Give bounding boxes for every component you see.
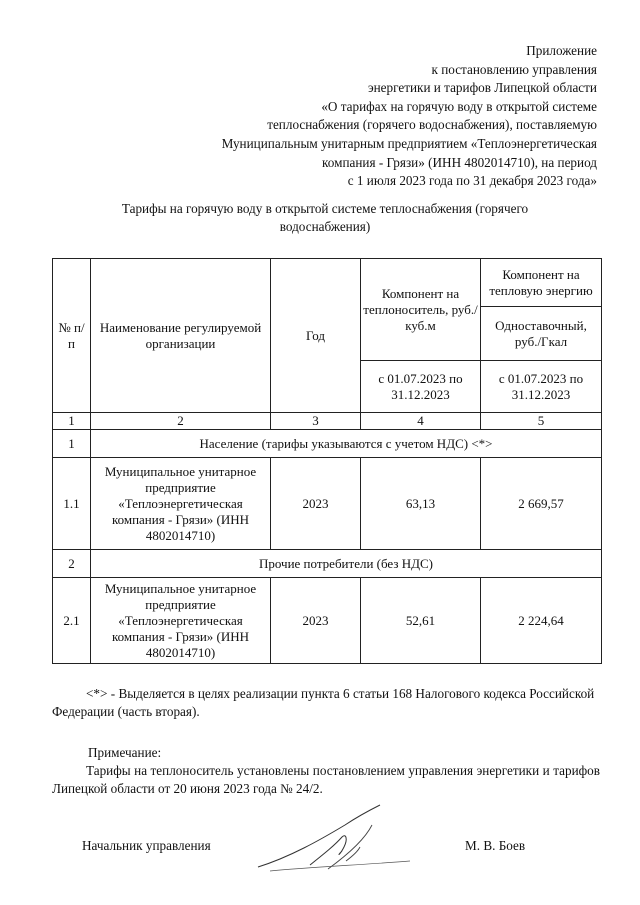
tariff-table: [52, 258, 602, 664]
appendix-line: «О тарифах на горячую воду в открытой системе: [321, 98, 597, 114]
appendix-header: [137, 42, 597, 191]
column-number: 4: [361, 413, 481, 430]
row-organization: Муниципальное унитарное предприятие «Теплоэнергетическая компания - Грязи» (ИНН 4802014710): [91, 578, 271, 664]
table-row: [53, 578, 602, 664]
table-row: [53, 458, 602, 550]
row-number: 1.1: [53, 458, 91, 550]
row-carrier-value: 63,13: [361, 458, 481, 550]
column-number: 3: [271, 413, 361, 430]
appendix-line: теплоснабжения (горячего водоснабжения), поставляемую: [267, 117, 597, 133]
section-row: [53, 430, 602, 458]
signer-name: М. В. Боев: [465, 838, 526, 853]
section-title: Прочие потребители (без НДС): [91, 550, 602, 578]
note-label: Примечание:: [88, 745, 162, 760]
section-number: 1: [53, 430, 91, 458]
header-energy-single-rate: Одноставочный, руб./Гкал: [481, 307, 602, 361]
row-year: 2023: [271, 578, 361, 664]
column-number: 2: [91, 413, 271, 430]
header-no: № п/п: [53, 259, 91, 413]
title-line-1: Тарифы на горячую воду в открытой системе теплоснабжения (горячего: [121, 201, 529, 216]
header-energy-component: Компонент на тепловую энергию: [481, 259, 602, 307]
section-number: 2: [53, 550, 91, 578]
row-carrier-value: 52,61: [361, 578, 481, 664]
section-row: [53, 550, 602, 578]
note-text: Тарифы на теплоноситель установлены постановлением управления энергетики и тарифов Липецкой области от 20 июня 2023 года № 24/2.: [52, 763, 600, 796]
header-period-carrier: с 01.07.2023 по 31.12.2023: [361, 361, 481, 413]
title-line-2: водоснабжения): [279, 219, 371, 234]
appendix-line: к постановлению управления: [431, 61, 597, 77]
row-energy-value: 2 224,64: [481, 578, 602, 664]
signer-title: Начальник управления: [82, 838, 211, 853]
header-carrier-component: Компонент на теплоноситель, руб./куб.м: [361, 259, 481, 361]
appendix-line: компания - Грязи» (ИНН 4802014710), на период: [322, 154, 597, 170]
row-energy-value: 2 669,57: [481, 458, 602, 550]
appendix-line: энергетики и тарифов Липецкой области: [367, 80, 597, 96]
row-year: 2023: [271, 458, 361, 550]
header-year: Год: [271, 259, 361, 413]
footnote: <*> - Выделяется в целях реализации пункта 6 статьи 168 Налогового кодекса Российской Федерации (часть вторая).: [52, 686, 595, 719]
row-number: 2.1: [53, 578, 91, 664]
column-number: 5: [481, 413, 602, 430]
appendix-line: Муниципальным унитарным предприятием «Теплоэнергетическая: [221, 135, 597, 151]
row-organization: Муниципальное унитарное предприятие «Теплоэнергетическая компания - Грязи» (ИНН 4802014710): [91, 458, 271, 550]
column-number: 1: [53, 413, 91, 430]
column-number-row: [53, 413, 602, 430]
appendix-line: с 1 июля 2023 года по 31 декабря 2023 года»: [347, 173, 597, 189]
section-title: Население (тарифы указываются с учетом НДС) <*>: [91, 430, 602, 458]
document-title: [60, 200, 590, 236]
header-organization: Наименование регулируемой организации: [91, 259, 271, 413]
header-period-energy: с 01.07.2023 по 31.12.2023: [481, 361, 602, 413]
appendix-line: Приложение: [526, 43, 597, 58]
signature-mark: [250, 795, 450, 875]
